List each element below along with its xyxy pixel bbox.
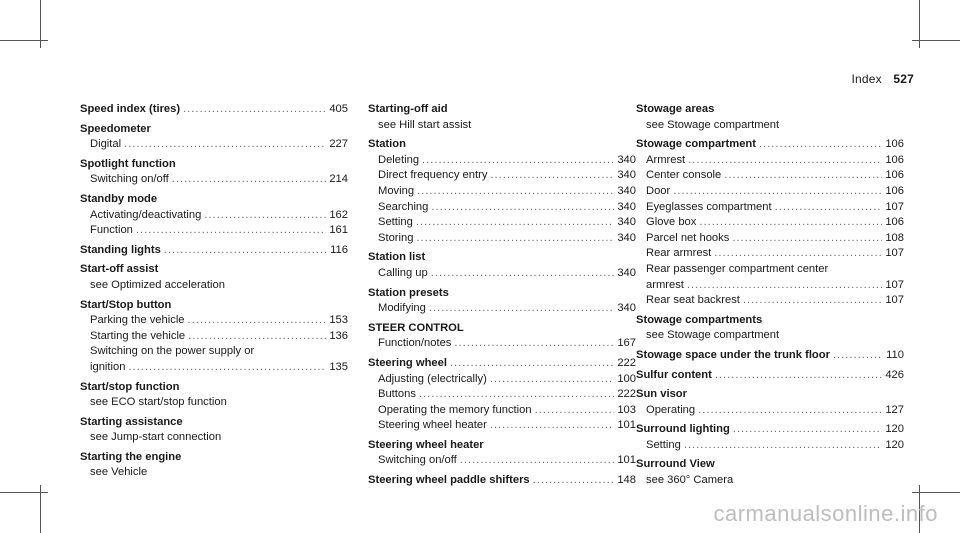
leader-dots — [687, 278, 882, 294]
page-ref: 340 — [617, 169, 636, 182]
subentry-text: Function/notes — [378, 337, 452, 350]
subentry-text: Eyeglasses compartment — [646, 200, 772, 213]
index-entry — [80, 380, 348, 411]
leader-dots — [419, 387, 614, 403]
subentry-row — [80, 360, 348, 376]
subentry-row — [636, 278, 904, 294]
page-ref: 106 — [885, 184, 904, 197]
page-ref: 106 — [885, 169, 904, 182]
index-term: Stowage compartments — [636, 313, 763, 326]
subentry-row — [368, 168, 636, 184]
index-entry — [368, 137, 636, 246]
index-term: Speed index (tires) — [80, 103, 181, 115]
leader-dots — [429, 301, 614, 317]
page-ref: 101 — [617, 454, 636, 467]
leader-dots — [673, 184, 882, 200]
leader-dots — [188, 329, 326, 345]
leader-dots — [715, 368, 883, 384]
index-term: Starting assistance — [80, 415, 183, 428]
index-entry — [636, 387, 904, 418]
page-ref: 106 — [885, 153, 904, 166]
subentry-row — [368, 418, 636, 434]
crop-mark — [912, 492, 960, 493]
index-term: Station — [368, 138, 406, 151]
leader-dots — [732, 231, 882, 247]
cross-reference-row — [80, 465, 348, 481]
subentry-row — [80, 172, 348, 188]
subentry-text: Steering wheel heater — [378, 419, 487, 432]
index-term: Station presets — [368, 286, 449, 299]
index-term-row — [368, 321, 636, 337]
subentry-row — [636, 153, 904, 169]
index-term-row — [368, 356, 636, 372]
subentry-text: Armrest — [646, 153, 686, 166]
page-ref: 214 — [329, 173, 348, 186]
cross-reference: see Jump-start connection — [90, 431, 222, 444]
index-entry — [636, 102, 904, 133]
index-entry — [636, 137, 904, 309]
subentry-row — [368, 403, 636, 419]
subentry-row — [636, 246, 904, 262]
cross-reference-row — [636, 118, 904, 134]
subentry-row — [80, 344, 348, 360]
leader-dots — [724, 168, 882, 184]
index-entry — [368, 321, 636, 352]
subentry-text: Rear armrest — [646, 247, 712, 260]
index-term-row — [368, 473, 636, 489]
subentry-text: Modifying — [378, 302, 426, 315]
index-column-3 — [636, 102, 904, 493]
cross-reference-row — [80, 395, 348, 411]
cross-reference: see Stowage compartment — [646, 329, 780, 342]
index-term: STEER CONTROL — [368, 321, 464, 334]
index-entry — [80, 450, 348, 481]
index-entry — [80, 102, 348, 118]
index-term-row — [368, 137, 636, 153]
leader-dots — [714, 246, 882, 262]
subentry-text: Parking the vehicle — [90, 314, 185, 327]
page-ref: 340 — [617, 153, 636, 166]
subentry-row — [636, 168, 904, 184]
page-ref: 340 — [617, 200, 636, 213]
index-term-row — [636, 457, 904, 473]
leader-dots — [688, 153, 882, 169]
leader-dots — [533, 473, 615, 489]
page-ref: 107 — [885, 247, 904, 260]
page-ref: 340 — [617, 266, 636, 279]
index-entry — [80, 192, 348, 239]
index-entry — [636, 457, 904, 488]
index-term-row — [80, 380, 348, 396]
subentry-row — [368, 336, 636, 352]
crop-mark — [0, 40, 48, 41]
subentry-row — [636, 293, 904, 309]
index-term-row — [80, 243, 348, 259]
subentry-row — [80, 329, 348, 345]
index-term: Speedometer — [80, 122, 151, 135]
index-term: Start-off assist — [80, 263, 159, 276]
page-number: 527 — [893, 72, 914, 86]
leader-dots — [204, 208, 326, 224]
subentry-text: Buttons — [378, 388, 416, 401]
subentry-row — [636, 403, 904, 419]
index-term-row — [80, 298, 348, 314]
page-ref: 340 — [617, 216, 636, 229]
index-term: Sulfur content — [636, 368, 712, 381]
index-term-row — [368, 438, 636, 454]
index-term: Steering wheel paddle shifters — [368, 474, 530, 487]
page-ref: 135 — [329, 360, 348, 373]
cross-reference-row — [636, 473, 904, 489]
leader-dots — [431, 266, 615, 282]
subentry-row — [368, 453, 636, 469]
index-term-row — [80, 415, 348, 431]
index-entry — [368, 102, 636, 133]
page-ref: 120 — [885, 423, 904, 436]
index-entry — [636, 368, 904, 384]
page-ref: 120 — [885, 438, 904, 451]
page-ref: 107 — [885, 278, 904, 291]
index-entry — [80, 243, 348, 259]
leader-dots — [490, 418, 614, 434]
leader-dots — [124, 137, 326, 153]
leader-dots — [416, 215, 614, 231]
subentry-row — [636, 438, 904, 454]
leader-dots — [136, 223, 326, 239]
index-entry — [368, 286, 636, 317]
index-term: Spotlight function — [80, 157, 176, 170]
index-term: Surround lighting — [636, 423, 730, 436]
page-ref: 222 — [617, 356, 636, 369]
leader-dots — [833, 348, 883, 364]
subentry-row — [368, 153, 636, 169]
cross-reference-row — [636, 328, 904, 344]
leader-dots — [128, 360, 326, 376]
crop-mark — [0, 492, 48, 493]
page-ref: 107 — [885, 200, 904, 213]
leader-dots — [164, 243, 327, 259]
subentry-text: armrest — [646, 278, 684, 291]
subentry-text: Parcel net hooks — [646, 231, 730, 244]
index-entry — [636, 313, 904, 344]
page-ref: 153 — [329, 314, 348, 327]
index-entry — [368, 356, 636, 434]
subentry-row — [636, 215, 904, 231]
index-term-row — [368, 250, 636, 266]
subentry-row — [636, 262, 904, 278]
subentry-text: Rear passenger compartment center — [646, 262, 829, 275]
page-ref: 227 — [329, 138, 348, 151]
page-ref: 101 — [617, 419, 636, 432]
page-ref: 340 — [617, 231, 636, 244]
subentry-text: Door — [646, 184, 671, 197]
subentry-text: Center console — [646, 169, 722, 182]
subentry-row — [368, 215, 636, 231]
subentry-text: Setting — [646, 438, 681, 451]
subentry-text: Operating the memory function — [378, 403, 532, 416]
subentry-row — [368, 266, 636, 282]
subentry-row — [80, 223, 348, 239]
page-ref: 110 — [886, 348, 904, 361]
subentry-row — [80, 208, 348, 224]
page-header — [851, 72, 914, 86]
subentry-row — [368, 387, 636, 403]
index-term: Steering wheel — [368, 356, 447, 369]
cross-reference: see Optimized acceleration — [90, 278, 225, 291]
leader-dots — [699, 215, 882, 231]
page-ref: 103 — [617, 403, 636, 416]
index-term-row — [80, 262, 348, 278]
subentry-row — [368, 372, 636, 388]
leader-dots — [460, 453, 615, 469]
index-term: Stowage areas — [636, 103, 715, 115]
index-column-2 — [368, 102, 636, 493]
page-ref: 340 — [617, 302, 636, 315]
cross-reference-row — [80, 278, 348, 294]
index-term-row — [636, 313, 904, 329]
index-term-row — [80, 122, 348, 138]
subentry-text: Adjusting (electrically) — [378, 372, 487, 385]
page-ref: 405 — [329, 103, 348, 115]
page-ref: 127 — [885, 403, 904, 416]
index-term: Stowage compartment — [636, 138, 756, 151]
subentry-row — [636, 231, 904, 247]
leader-dots — [417, 184, 614, 200]
subentry-text: Setting — [378, 216, 413, 229]
leader-dots — [698, 403, 882, 419]
subentry-text: Storing — [378, 231, 414, 244]
index-entry — [368, 438, 636, 469]
page-ref: 426 — [885, 368, 904, 381]
leader-dots — [490, 168, 614, 184]
index-term: Stowage space under the trunk floor — [636, 348, 830, 361]
index-term-row — [80, 192, 348, 208]
index-term-row — [636, 348, 904, 364]
index-entry — [368, 473, 636, 489]
index-term-row — [636, 368, 904, 384]
index-term: Station list — [368, 251, 426, 264]
leader-dots — [454, 336, 614, 352]
index-entry — [80, 415, 348, 446]
page-ref: 148 — [617, 474, 636, 487]
subentry-text: ignition — [90, 360, 126, 373]
index-term: Surround View — [636, 458, 715, 471]
subentry-text: Switching on/off — [378, 454, 457, 467]
index-term-row — [368, 286, 636, 302]
subentry-row — [368, 200, 636, 216]
index-term-row — [80, 450, 348, 466]
cross-reference-row — [80, 430, 348, 446]
subentry-row — [80, 313, 348, 329]
subentry-row — [636, 184, 904, 200]
index-term: Standby mode — [80, 192, 158, 205]
cross-reference: see Vehicle — [90, 466, 148, 479]
subentry-text: Switching on the power supply or — [90, 345, 255, 358]
subentry-row — [368, 184, 636, 200]
subentry-text: Function — [90, 224, 133, 237]
subentry-text: Starting the vehicle — [90, 329, 186, 342]
cross-reference-row — [368, 118, 636, 134]
index-term-row — [636, 137, 904, 153]
leader-dots — [172, 172, 327, 188]
cross-reference: see Hill start assist — [378, 118, 472, 131]
index-entry — [636, 348, 904, 364]
index-term-row — [636, 102, 904, 118]
subentry-text: Rear seat backrest — [646, 294, 740, 307]
cross-reference: see 360° Camera — [646, 474, 734, 487]
cross-reference: see Stowage compartment — [646, 118, 780, 131]
index-term-row — [80, 157, 348, 173]
leader-dots — [743, 293, 882, 309]
watermark: carmanualsonline.info — [713, 501, 938, 526]
page-ref: 162 — [329, 208, 348, 221]
index-term-row — [636, 422, 904, 438]
leader-dots — [450, 356, 614, 372]
leader-dots — [535, 403, 615, 419]
page-ref: 161 — [329, 224, 348, 237]
subentry-row — [368, 231, 636, 247]
subentry-text: Calling up — [378, 266, 428, 279]
page-ref: 100 — [617, 372, 636, 385]
leader-dots — [490, 372, 615, 388]
leader-dots — [759, 137, 882, 153]
index-term-row — [368, 102, 636, 118]
leader-dots — [431, 200, 614, 216]
index-term: Start/stop function — [80, 380, 180, 393]
subentry-text: Searching — [378, 200, 429, 213]
index-entry — [80, 157, 348, 188]
leader-dots — [183, 102, 326, 118]
subentry-text: Glove box — [646, 216, 697, 229]
header-word: Index — [851, 72, 882, 86]
leader-dots — [416, 231, 614, 247]
page-ref: 167 — [617, 337, 636, 350]
page-ref: 116 — [330, 243, 348, 256]
page-ref: 222 — [617, 388, 636, 401]
index-term: Start/Stop button — [80, 298, 172, 311]
subentry-row — [636, 200, 904, 216]
index-entry — [80, 122, 348, 153]
leader-dots — [422, 153, 614, 169]
index-column-1 — [80, 102, 348, 485]
index-term: Sun visor — [636, 388, 687, 401]
index-term-row — [636, 387, 904, 403]
subentry-text: Switching on/off — [90, 173, 169, 186]
index-entry — [636, 422, 904, 453]
leader-dots — [733, 422, 882, 438]
page-ref: 107 — [885, 294, 904, 307]
subentry-text: Operating — [646, 403, 696, 416]
page-ref: 136 — [329, 329, 348, 342]
index-entry — [80, 262, 348, 293]
cross-reference: see ECO start/stop function — [90, 396, 227, 409]
leader-dots — [775, 200, 883, 216]
page-ref: 108 — [885, 231, 904, 244]
index-term: Starting-off aid — [368, 103, 448, 115]
index-term: Steering wheel heater — [368, 438, 484, 451]
subentry-text: Moving — [378, 184, 415, 197]
subentry-row — [80, 137, 348, 153]
page-ref: 106 — [885, 216, 904, 229]
leader-dots — [188, 313, 327, 329]
crop-mark — [912, 40, 960, 41]
subentry-text: Digital — [90, 138, 122, 151]
subentry-text: Direct frequency entry — [378, 169, 488, 182]
subentry-text: Activating/deactivating — [90, 208, 202, 221]
index-entry — [368, 250, 636, 281]
index-term: Starting the engine — [80, 450, 182, 463]
leader-dots — [684, 438, 882, 454]
subentry-row — [368, 301, 636, 317]
page-ref: 340 — [617, 184, 636, 197]
page-ref: 106 — [885, 138, 904, 151]
subentry-text: Deleting — [378, 153, 420, 166]
index-term-row — [80, 102, 348, 118]
index-term: Standing lights — [80, 243, 161, 256]
index-entry — [80, 298, 348, 376]
